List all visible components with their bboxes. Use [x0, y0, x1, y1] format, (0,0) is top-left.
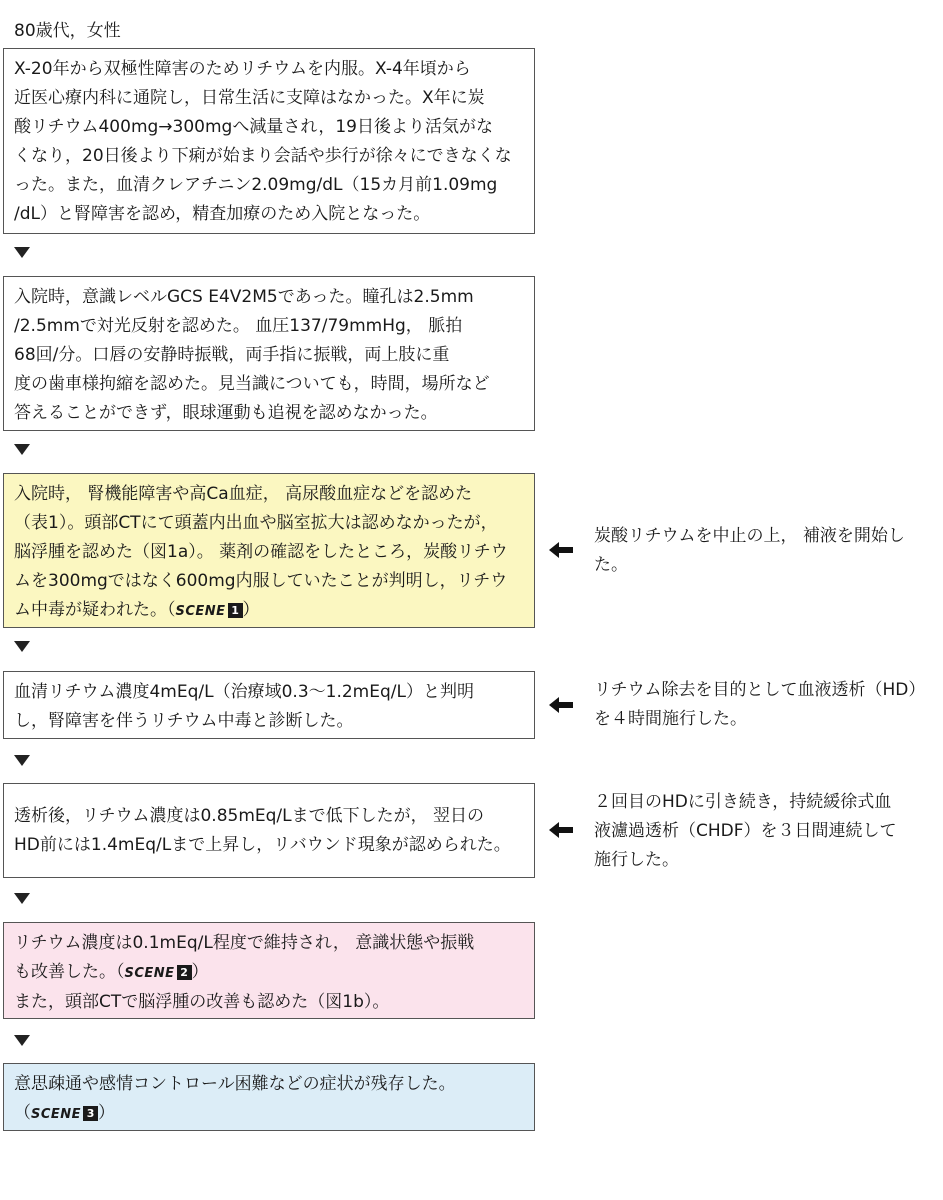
side-note-treatment-3: ２回目のHDに引き続き，持続緩徐式血 液濾過透析（CHDF）を３日間連続して 施行した。: [594, 792, 897, 870]
scene-number-badge: 2: [177, 965, 192, 980]
flow-box-admission: [3, 276, 535, 431]
patient-header: 80歳代，女性: [14, 21, 121, 41]
box-text: 入院時， 腎機能障害や高Ca血症， 高尿酸血症などを認めた （表1）。頭部CTにて頭蓋内出血や脳室拡大は認めなかったが， 脳浮腫を認めた（図1a）。 薬剤の確認をしたところ，炭酸リチウ ムを300mgではなく600mg内服していたことが判明し，リチウ ム中毒が疑われた。（SCENE 1 ）: [14, 484, 508, 620]
scene-number-badge: 3: [83, 1106, 98, 1121]
flow-box-lithium-level: [3, 671, 535, 739]
down-arrow-icon: [14, 1035, 30, 1046]
side-note-treatment-2: リチウム除去を目的として血液透析（HD） を４時間施行した。: [594, 680, 926, 729]
flow-box-rebound: [3, 783, 535, 878]
box-text: リチウム濃度は0.1mEq/L程度で維持され， 意識状態や振戦 も改善した。（SCENE 2 ）: [14, 933, 475, 982]
box-text-2: また，頭部CTで脳浮腫の改善も認めた（図1b）。: [14, 992, 390, 1012]
box-text: 入院時，意識レベルGCS E4V2M5であった。瞳孔は2.5mm /2.5mmで対光反射を認めた。 血圧137/79mmHg， 脈拍 68回/分。口唇の安静時振戦，両手指に振戦，両上肢に重 度の歯車様拘縮を認めた。見当識についても，時間，場所など 答えることができず，眼球運動も追視を認めなかった。: [14, 287, 490, 423]
flow-box-residual-symptoms: [3, 1063, 535, 1131]
box-text: 血清リチウム濃度4mEq/L（治療域0.3～1.2mEq/L）と判明 し，腎障害を伴うリチウム中毒と診断した。: [14, 682, 474, 731]
scene-label: SCENE: [31, 1107, 82, 1122]
down-arrow-icon: [14, 247, 30, 258]
left-arrow-icon: [549, 542, 573, 558]
side-note-treatment-1: 炭酸リチウムを中止の上， 補液を開始し た。: [594, 526, 905, 575]
flow-box-history: [3, 48, 535, 234]
scene-number-badge: 1: [228, 603, 243, 618]
down-arrow-icon: [14, 444, 30, 455]
scene-label: SCENE: [175, 604, 226, 619]
box-text: 意思疎通や感情コントロール困難などの症状が残存した。 （SCENE 3 ）: [14, 1074, 456, 1123]
down-arrow-icon: [14, 755, 30, 766]
box-text: X-20年から双極性障害のためリチウムを内服。X-4年頃から 近医心療内科に通院し，日常生活に支障はなかった。X年に炭 酸リチウム400mg→300mgへ減量され，19日後より活気がな くなり，20日後より下痢が始まり会話や歩行が徐々にできなくな った。また，血清クレアチニン2.09mg/dL（15カ月前1.09mg /dL）と腎障害を認め，精査加療のため入院となった。: [14, 59, 512, 224]
flow-box-improvement: [3, 922, 535, 1019]
flow-box-diagnosis-suspected: [3, 473, 535, 628]
down-arrow-icon: [14, 641, 30, 652]
left-arrow-icon: [549, 697, 573, 713]
box-text: 透析後，リチウム濃度は0.85mEq/Lまで低下したが， 翌日の HD前には1.4mEq/Lまで上昇し，リバウンド現象が認められた。: [14, 806, 511, 855]
scene-label: SCENE: [124, 966, 175, 981]
down-arrow-icon: [14, 893, 30, 904]
left-arrow-icon: [549, 822, 573, 838]
